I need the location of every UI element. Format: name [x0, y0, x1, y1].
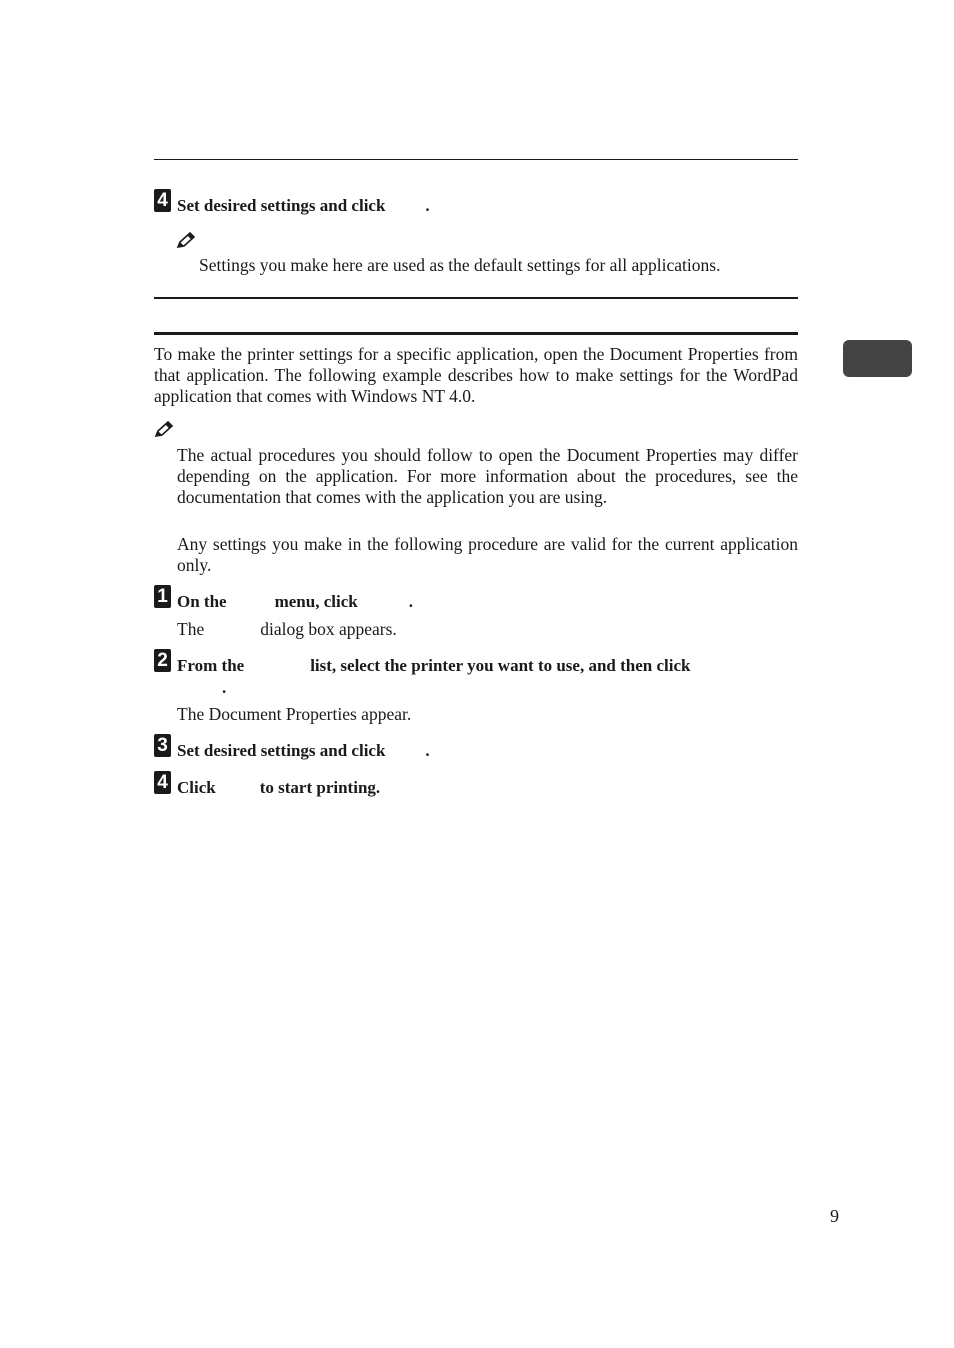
pencil-note-icon [154, 420, 174, 438]
note-paragraph: The actual procedures you should follow to open the Document Properties may differ depending on the application. For more information about the procedures, see the documentation that comes with the application you are using. [177, 445, 798, 507]
chapter-tab [843, 340, 912, 377]
step-text-part: Set desired settings and click [177, 741, 386, 760]
step-result-part: The [177, 619, 205, 639]
intro-paragraph: To make the printer settings for a specific application, open the Document Properties from that application. The following example describes how to make settings for the WordPad application that comes with Windows NT 4.0. [154, 344, 798, 406]
note-paragraph: Any settings you make in the following procedure are valid for the current application only. [177, 534, 798, 575]
section-rule-thin [154, 297, 798, 299]
step-number-badge: 1 [154, 585, 171, 608]
step-instruction [177, 656, 691, 676]
step-instruction [177, 592, 413, 612]
step-number-badge: 3 [154, 734, 171, 757]
step-text-part: From the [177, 656, 245, 675]
step-result-part: dialog box appears. [260, 619, 397, 639]
step-result [177, 619, 397, 640]
note-text: Settings you make here are used as the default settings for all applications. [199, 255, 721, 275]
step-number-badge: 2 [154, 649, 171, 672]
step-text-part: . [425, 196, 430, 215]
step-instruction [177, 778, 380, 798]
step-text-part: On the [177, 592, 227, 611]
step-text-part: Click [177, 778, 216, 797]
step-result: The Document Properties appear. [177, 704, 412, 724]
step-text-part: . [425, 741, 430, 760]
step-text-part: list, select the printer you want to use, and then click [310, 656, 691, 675]
step-text-part: Set desired settings and click [177, 196, 386, 215]
pencil-note-icon [176, 231, 196, 249]
step-text-part: menu, click [274, 592, 358, 611]
step-text-part: . [408, 592, 413, 611]
step-instruction [177, 196, 430, 216]
step-text-part: to start printing. [259, 778, 381, 797]
step-number-badge: 4 [154, 189, 171, 212]
step-text-part: . [222, 678, 227, 697]
step-number-badge: 4 [154, 771, 171, 794]
header-rule [154, 159, 798, 160]
step-instruction [177, 741, 430, 761]
section-rule-thick [154, 332, 798, 335]
page-number: 9 [830, 1206, 839, 1226]
